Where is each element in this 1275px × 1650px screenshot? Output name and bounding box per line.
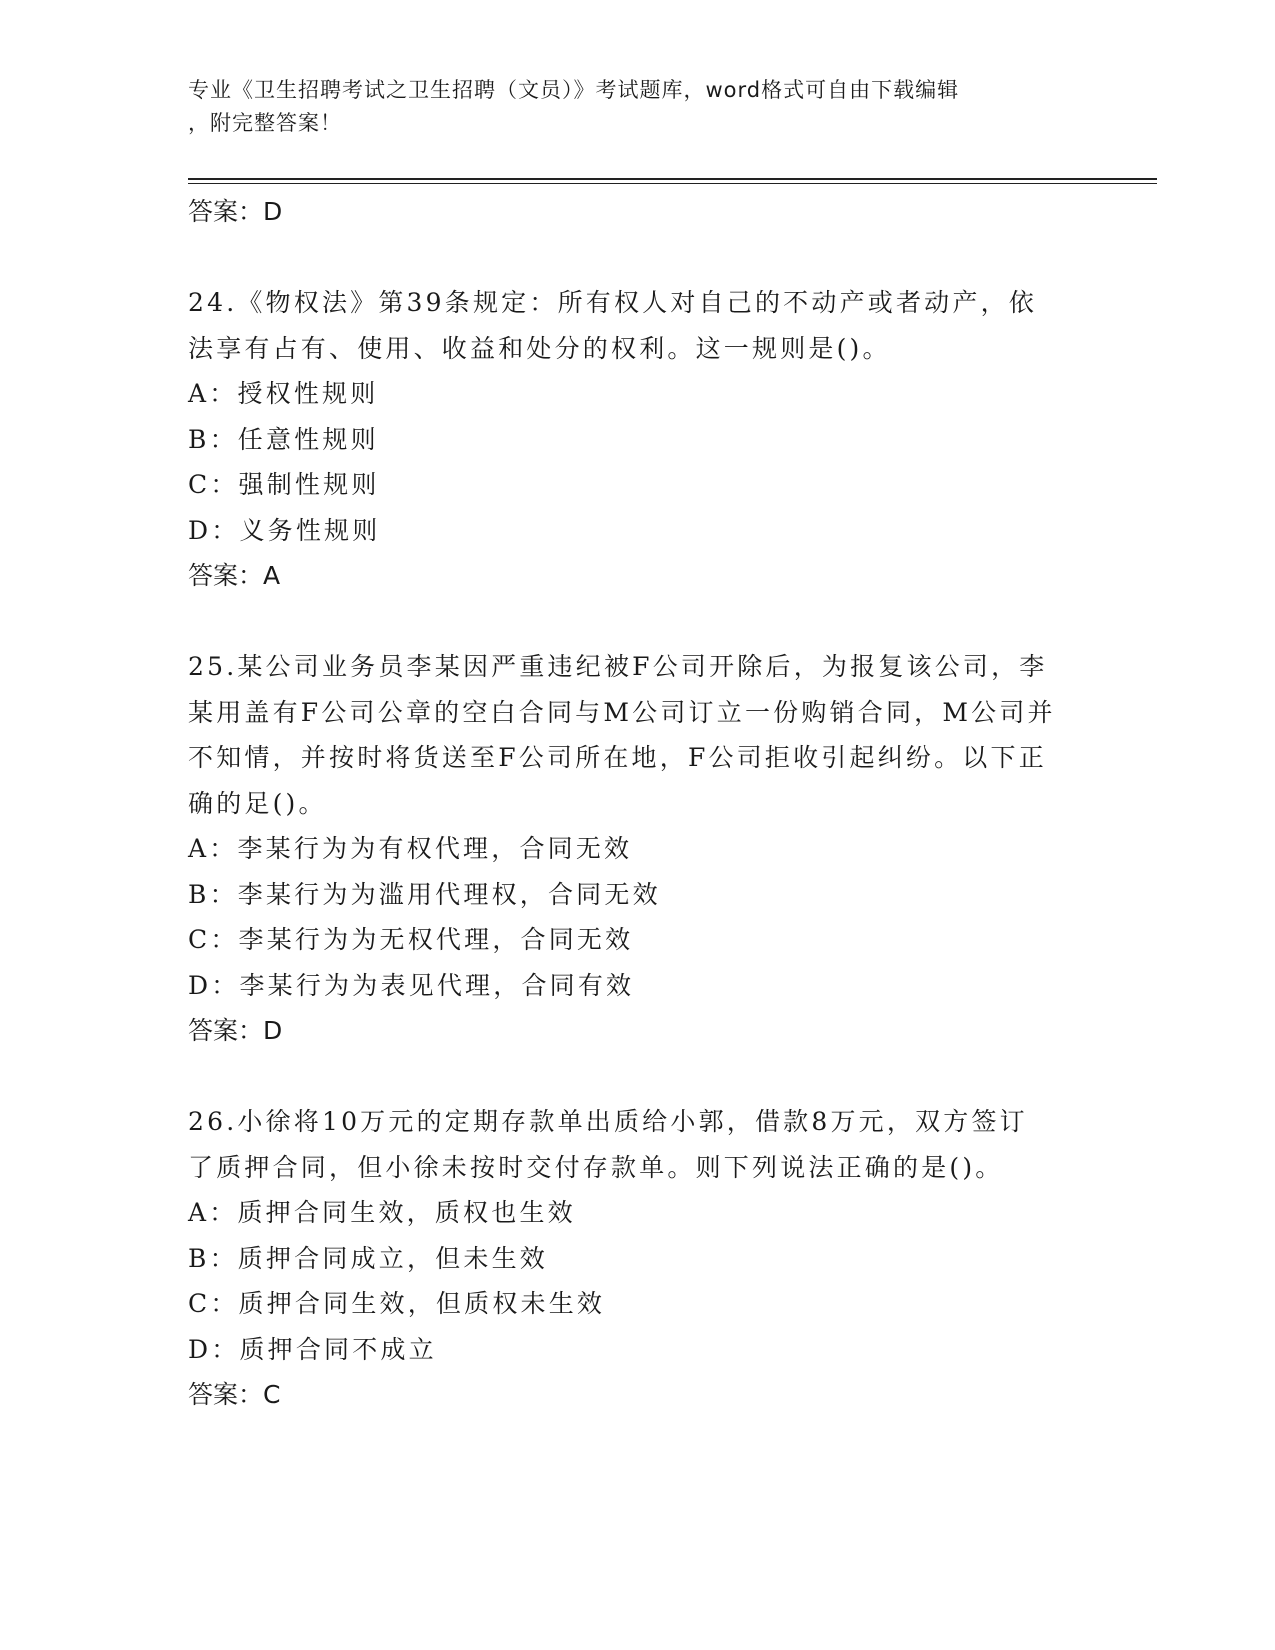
option-a: A：质押合同生效，质权也生效	[188, 1198, 576, 1227]
header-divider-thick	[188, 178, 1157, 180]
option-d: D：李某行为为表见代理，合同有效	[188, 970, 635, 1000]
option-d: D：义务性规则	[188, 515, 381, 545]
option-a: A：授权性规则	[188, 379, 379, 408]
header-line-1: 专业《卫生招聘考试之卫生招聘（文员）》考试题库，word格式可自由下载编辑	[188, 78, 960, 102]
stem-line: 法享有占有、使用、收益和处分的权利。这一规则是()。	[188, 333, 891, 363]
option-b: B：任意性规则	[188, 424, 379, 454]
stem-line: 某用盖有F公司公章的空白合同与M公司订立一份购销合同，M公司并	[188, 697, 1056, 727]
page-header	[188, 74, 1078, 140]
stem-line: 确的足()。	[188, 788, 327, 818]
option-c: C：李某行为为无权代理，合同无效	[188, 925, 634, 954]
question-25	[188, 644, 1088, 1053]
header-divider-thin	[188, 183, 1157, 184]
answer: 答案：C	[188, 1380, 281, 1409]
question-24	[188, 280, 1088, 598]
header-line-2: ，附完整答案！	[188, 111, 342, 135]
question-stem	[188, 1099, 1088, 1190]
stem-line: 25.某公司业务员李某因严重违纪被F公司开除后，为报复该公司，李	[188, 652, 1048, 681]
option-d: D：质押合同不成立	[188, 1334, 437, 1364]
stem-line: 26.小徐将10万元的定期存款单出质给小郭，借款8万元，双方签订	[188, 1107, 1028, 1136]
stem-line: 24.《物权法》第39条规定：所有权人对自己的不动产或者动产，依	[188, 288, 1037, 317]
answer: 答案：A	[188, 561, 281, 590]
option-c: C：强制性规则	[188, 470, 380, 499]
previous-answer: 答案：D	[188, 197, 283, 226]
question-stem	[188, 280, 1088, 371]
option-c: C：质押合同生效，但质权未生效	[188, 1289, 606, 1318]
option-b: B：质押合同成立，但未生效	[188, 1243, 548, 1273]
question-26	[188, 1099, 1088, 1417]
answer: 答案：D	[188, 1016, 283, 1045]
option-a: A：李某行为为有权代理，合同无效	[188, 834, 633, 863]
stem-line: 了质押合同，但小徐未按时交付存款单。则下列说法正确的是()。	[188, 1152, 1004, 1182]
question-list	[188, 189, 1088, 1417]
option-b: B：李某行为为滥用代理权，合同无效	[188, 879, 661, 909]
question-stem	[188, 644, 1088, 826]
stem-line: 不知情，并按时将货送至F公司所在地，F公司拒收引起纠纷。以下正	[188, 743, 1047, 772]
